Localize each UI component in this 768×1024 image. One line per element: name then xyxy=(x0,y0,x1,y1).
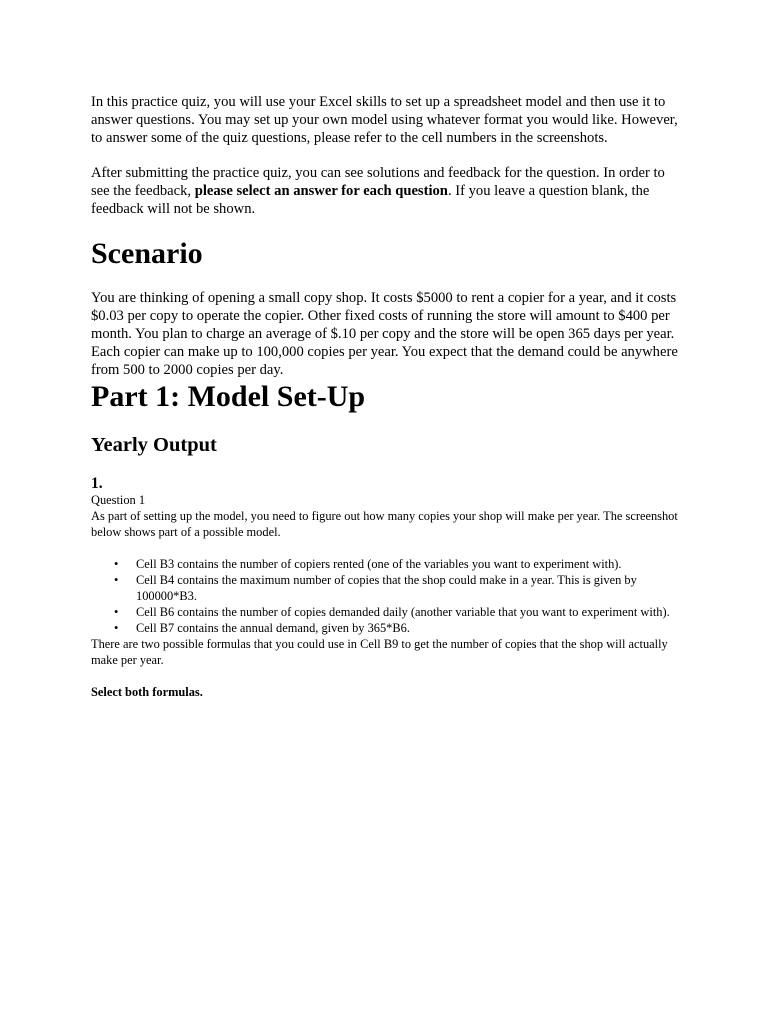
question-text: As part of setting up the model, you need to figure out how many copies your shop will make per year. The screenshot below shows part of a possible model. xyxy=(91,509,678,539)
scenario-paragraph: You are thinking of opening a small copy shop. It costs $5000 to rent a copier for a year, and it costs $0.03 per copy to operate the copier. Other fixed costs of running the store will amount to $400 per month. You plan to charge an average of $.10 per copy and the store will be open 365 days per year. Each copier can make up to 100,000 copies per year. You expect that the demand could be anywhere from 500 to 2000 copies per day. xyxy=(91,290,678,378)
scenario-heading: Scenario xyxy=(91,237,203,270)
bullet-item xyxy=(91,620,681,636)
question-number: 1. xyxy=(91,475,103,492)
bullet-text: Cell B7 contains the annual demand, given by 365*B6. xyxy=(136,621,410,635)
bullet-dot: • xyxy=(114,573,119,587)
intro-paragraph-2-text-b: . If you leave a question blank, the feedback will not be shown. xyxy=(91,183,650,217)
intro-paragraph-2-bold: please select an answer for each question xyxy=(194,183,448,199)
bullet-item xyxy=(91,556,681,572)
bullet-text: Cell B6 contains the number of copies demanded daily (another variable that you want to experiment with). xyxy=(136,605,670,619)
question-followup-text: There are two possible formulas that you could use in Cell B9 to get the number of copies that the shop will actually make per year. xyxy=(91,637,668,667)
bullet-dot: • xyxy=(114,621,119,635)
bullet-dot: • xyxy=(114,605,119,619)
intro-paragraph-1: In this practice quiz, you will use your Excel skills to set up a spreadsheet model and then use it to answer questions. You may set up your own model using whatever format you would like. However, to answer some of the quiz questions, please refer to the cell numbers in the screenshots. xyxy=(91,94,678,146)
question-instruction: Select both formulas. xyxy=(91,685,203,699)
bullet-item xyxy=(91,572,681,604)
question-bullet-list xyxy=(91,556,681,636)
bullet-text: Cell B4 contains the maximum number of copies that the shop could make in a year. This is given by 100000*B3. xyxy=(136,573,637,603)
part1-heading: Part 1: Model Set-Up xyxy=(91,380,366,413)
bullet-text: Cell B3 contains the number of copiers rented (one of the variables you want to experiment with). xyxy=(136,557,622,571)
document-page xyxy=(91,93,681,700)
bullet-item xyxy=(91,604,681,620)
bullet-dot: • xyxy=(114,557,119,571)
yearly-output-heading: Yearly Output xyxy=(91,434,217,456)
question-label: Question 1 xyxy=(91,493,146,507)
intro-paragraph-2-text-a: After submitting the practice quiz, you can see solutions and feedback for the question. In order to see the feedback, xyxy=(91,165,665,199)
intro-paragraph-2 xyxy=(91,164,681,218)
